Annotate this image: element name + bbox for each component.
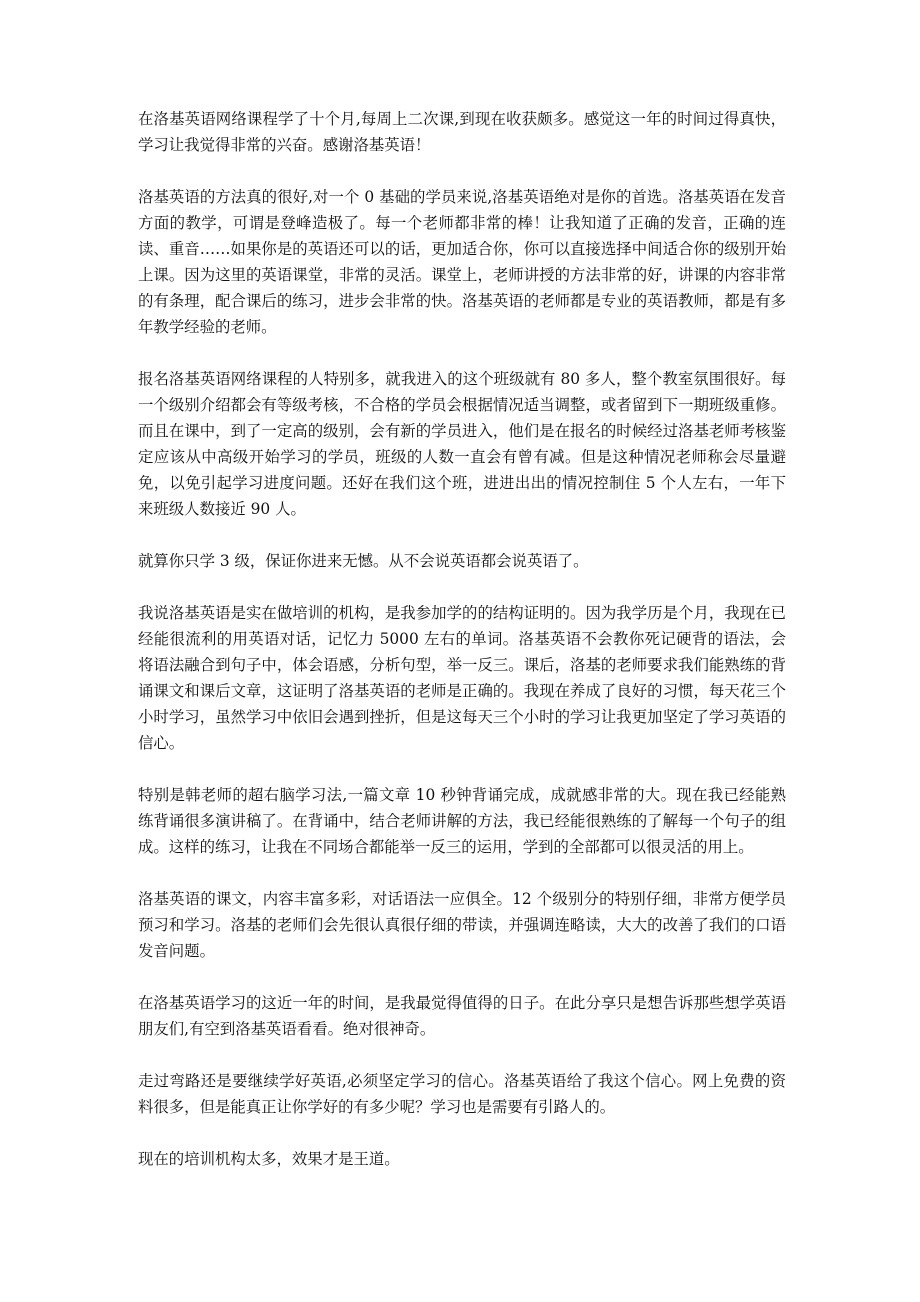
paragraph-8: 在洛基英语学习的这近一年的时间，是我最觉得值得的日子。在此分享只是想告诉那些想学英语朋友们,有空到洛基英语看看。绝对很神奇。 [138, 994, 786, 1038]
paragraph-2: 洛基英语的方法真的很好,对一个 0 基础的学员来说,洛基英语绝对是你的首选。洛基英语在发音方面的教学，可谓是登峰造极了。每一个老师都非常的棒！让我知道了正确的发音，正确的连读、重音……如果你是的英语还可以的话，更加适合你，你可以直接选择中间适合你的级别开始上课。因为这里的英语课堂，非常的灵活。课堂上，老师讲授的方法非常的好，讲课的内容非常的有条理，配合课后的练习，进步会非常的快。洛基英语的老师都是专业的英语教师，都是有多年教学经验的老师。 [138, 188, 786, 336]
paragraph-4: 就算你只学 3 级，保证你进来无憾。从不会说英语都会说英语了。 [138, 552, 589, 570]
paragraph-3: 报名洛基英语网络课程的人特别多，就我进入的这个班级就有 80 多人，整个教室氛围很好。每一个级别介绍都会有等级考核，不合格的学员会根据情况适当调整，或者留到下一期班级重修。而且在课中，到了一定高的级别，会有新的学员进入，他们是在报名的时候经过洛基老师考核鉴定应该从中高级开始学习的学员，班级的人数一直会有曾有减。但是这种情况老师称会尽量避免，以免引起学习进度问题。还好在我们这个班，进进出出的情况控制住 5 个人左右，一年下来班级人数接近 90 人。 [138, 370, 786, 518]
paragraph-7: 洛基英语的课文，内容丰富多彩，对话语法一应俱全。12 个级别分的特别仔细，非常方便学员预习和学习。洛基的老师们会先很认真很仔细的带读，并强调连略读，大大的改善了我们的口语发音问题。 [138, 890, 786, 960]
paragraph-1: 在洛基英语网络课程学了十个月,每周上二次课,到现在收获颇多。感觉这一年的时间过得真快，学习让我觉得非常的兴奋。感谢洛基英语！ [138, 110, 786, 154]
paragraph-10: 现在的培训机构太多，效果才是王道。 [138, 1150, 400, 1168]
paragraph-5: 我说洛基英语是实在做培训的机构，是我参加学的的结构证明的。因为我学历是个月，我现在已经能很流利的用英语对话，记忆力 5000 左右的单词。洛基英语不会教你死记硬背的语法，会将语法融合到句子中，体会语感，分析句型，举一反三。课后，洛基的老师要求我们能熟练的背诵课文和课后文章，这证明了洛基英语的老师是正确的。我现在养成了良好的习惯，每天花三个小时学习，虽然学习中依旧会遇到挫折，但是这每天三个小时的学习让我更加坚定了学习英语的信心。 [138, 604, 786, 752]
document-body [138, 106, 786, 1198]
paragraph-6: 特别是韩老师的超右脑学习法,一篇文章 10 秒钟背诵完成，成就感非常的大。现在我已经能熟练背诵很多演讲稿了。在背诵中，结合老师讲解的方法，我已经能很熟练的了解每一个句子的组成。这样的练习，让我在不同场合都能举一反三的运用，学到的全部都可以很灵活的用上。 [138, 786, 786, 856]
paragraph-9: 走过弯路还是要继续学好英语,必须坚定学习的信心。洛基英语给了我这个信心。网上免费的资料很多，但是能真正让你学好的有多少呢？学习也是需要有引路人的。 [138, 1072, 786, 1116]
